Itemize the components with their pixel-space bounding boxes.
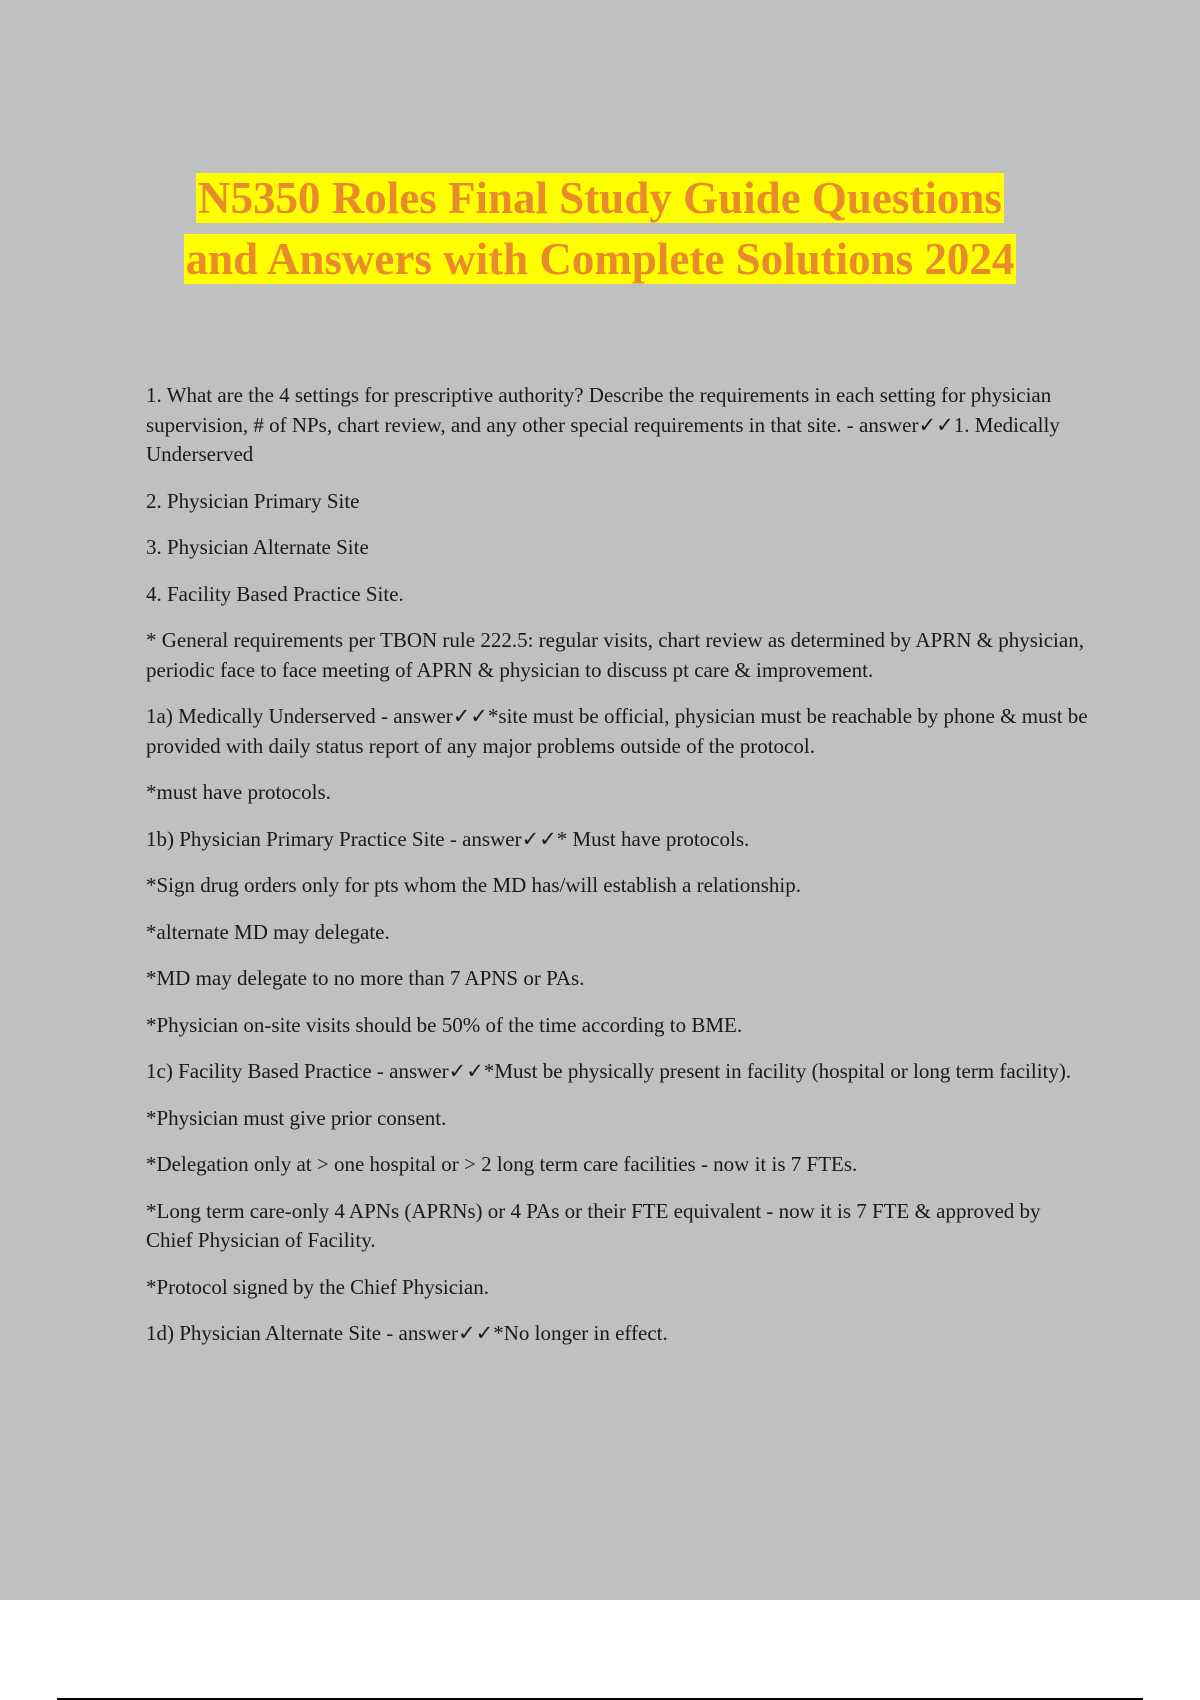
setting-3-paragraph: 3. Physician Alternate Site <box>146 535 369 559</box>
document-body <box>146 381 1091 1366</box>
setting-4-paragraph: 4. Facility Based Practice Site. <box>146 581 404 606</box>
question-1b-paragraph: 1b) Physician Primary Practice Site - answer✓✓* Must have protocols. <box>146 826 750 851</box>
protocol-signed-paragraph: *Protocol signed by the Chief Physician. <box>146 1274 489 1299</box>
general-requirements-paragraph: * General requirements per TBON rule 222.5: regular visits, chart review as determined by APRN & physician, periodic face to face meeting of APRN & physician to discuss pt care & improvement. <box>146 628 1084 682</box>
delegation-limit-paragraph: *MD may delegate to no more than 7 APNS or PAs. <box>146 966 585 990</box>
long-term-care-paragraph: *Long term care-only 4 APNs (APRNs) or 4 PAs or their FTE equivalent - now it is 7 FTE & approved by Chief Physician of Facility. <box>146 1198 1041 1252</box>
prior-consent-paragraph: *Physician must give prior consent. <box>146 1105 447 1130</box>
onsite-visits-paragraph: *Physician on-site visits should be 50% of the time according to BME. <box>146 1012 743 1037</box>
title-line-1: N5350 Roles Final Study Guide Questions <box>198 173 1002 223</box>
delegation-facilities-paragraph: *Delegation only at > one hospital or > 2 long term care facilities - now it is 7 FTEs. <box>146 1152 858 1176</box>
question-1d-paragraph: 1d) Physician Alternate Site - answer✓✓*No longer in effect. <box>146 1321 668 1345</box>
title-line-2: and Answers with Complete Solutions 2024 <box>185 234 1015 284</box>
alternate-md-paragraph: *alternate MD may delegate. <box>146 919 390 944</box>
setting-2-paragraph: 2. Physician Primary Site <box>146 488 360 513</box>
question-1a-paragraph: 1a) Medically Underserved - answer✓✓*site must be official, physician must be reachable by phone & must be provided with daily status report of any major problems outside of the protocol. <box>146 704 1088 758</box>
question-1-paragraph: 1. What are the 4 settings for prescriptive authority? Describe the requirements in each setting for physician supervision, # of NPs, chart review, and any other special requirements in that site. - answer✓✓1. Medically Underserved <box>146 383 1060 466</box>
drug-orders-paragraph: *Sign drug orders only for pts whom the MD has/will establish a relationship. <box>146 873 802 897</box>
question-1c-paragraph: 1c) Facility Based Practice - answer✓✓*Must be physically present in facility (hospital or long term facility). <box>146 1059 1072 1083</box>
protocols-note-paragraph: *must have protocols. <box>146 780 331 804</box>
document-title <box>0 168 1200 290</box>
